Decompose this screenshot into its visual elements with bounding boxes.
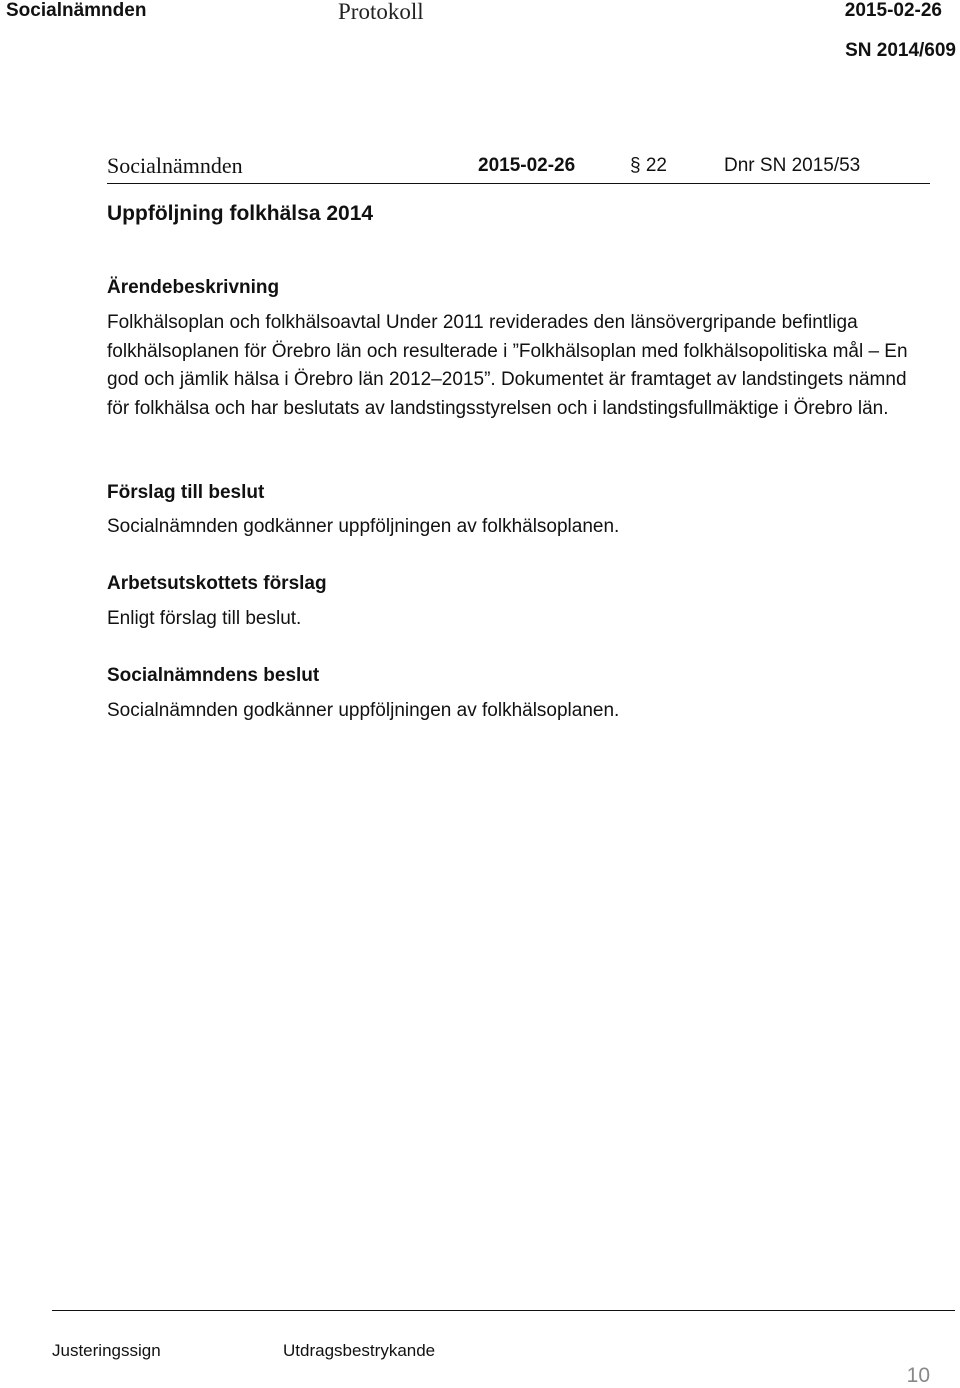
proposal-text: Socialnämnden godkänner uppföljningen av folkhälsoplanen. [107,516,620,537]
proposal-heading: Förslag till beslut [107,482,265,503]
footer-divider [52,1310,955,1311]
header-date: 2015-02-26 [844,0,942,21]
committee-heading: Arbetsutskottets förslag [107,573,327,594]
paragraph-dnr: Dnr SN 2015/53 [724,155,861,176]
committee-text: Enligt förslag till beslut. [107,608,302,629]
footer-utdrag: Utdragsbestrykande [283,1341,436,1360]
page-number: 10 [906,1364,930,1387]
decision-heading: Socialnämndens beslut [107,665,320,686]
case-title: Uppföljning folkhälsa 2014 [107,202,374,225]
paragraph-org: Socialnämnden [107,153,243,178]
paragraph-date: 2015-02-26 [478,155,576,176]
footer-justering: Justeringssign [52,1341,161,1360]
paragraph-divider [107,183,930,184]
header-doc-type: Protokoll [338,0,424,24]
paragraph-number: § 22 [630,155,667,176]
description-text: Folkhälsoplan och folkhälsoavtal Under 2011 reviderades den länsövergripande befintliga folkhälsoplanen för Örebro län och resulterade i ”Folkhälsoplan med folkhälsopolitiska mål – En god och jämlik hälsa i Örebro län 2012–2015”. Dokumentet är framtaget av landstingets nämnd för folkhälsa och har beslutats av landstingsstyrelsen och i landstingsfullmäktige i Örebro län. [107,312,908,419]
header-dnr: SN 2014/609 [845,40,956,61]
header-org: Socialnämnden [6,0,147,21]
description-heading: Ärendebeskrivning [107,277,280,298]
decision-text: Socialnämnden godkänner uppföljningen av folkhälsoplanen. [107,700,620,721]
